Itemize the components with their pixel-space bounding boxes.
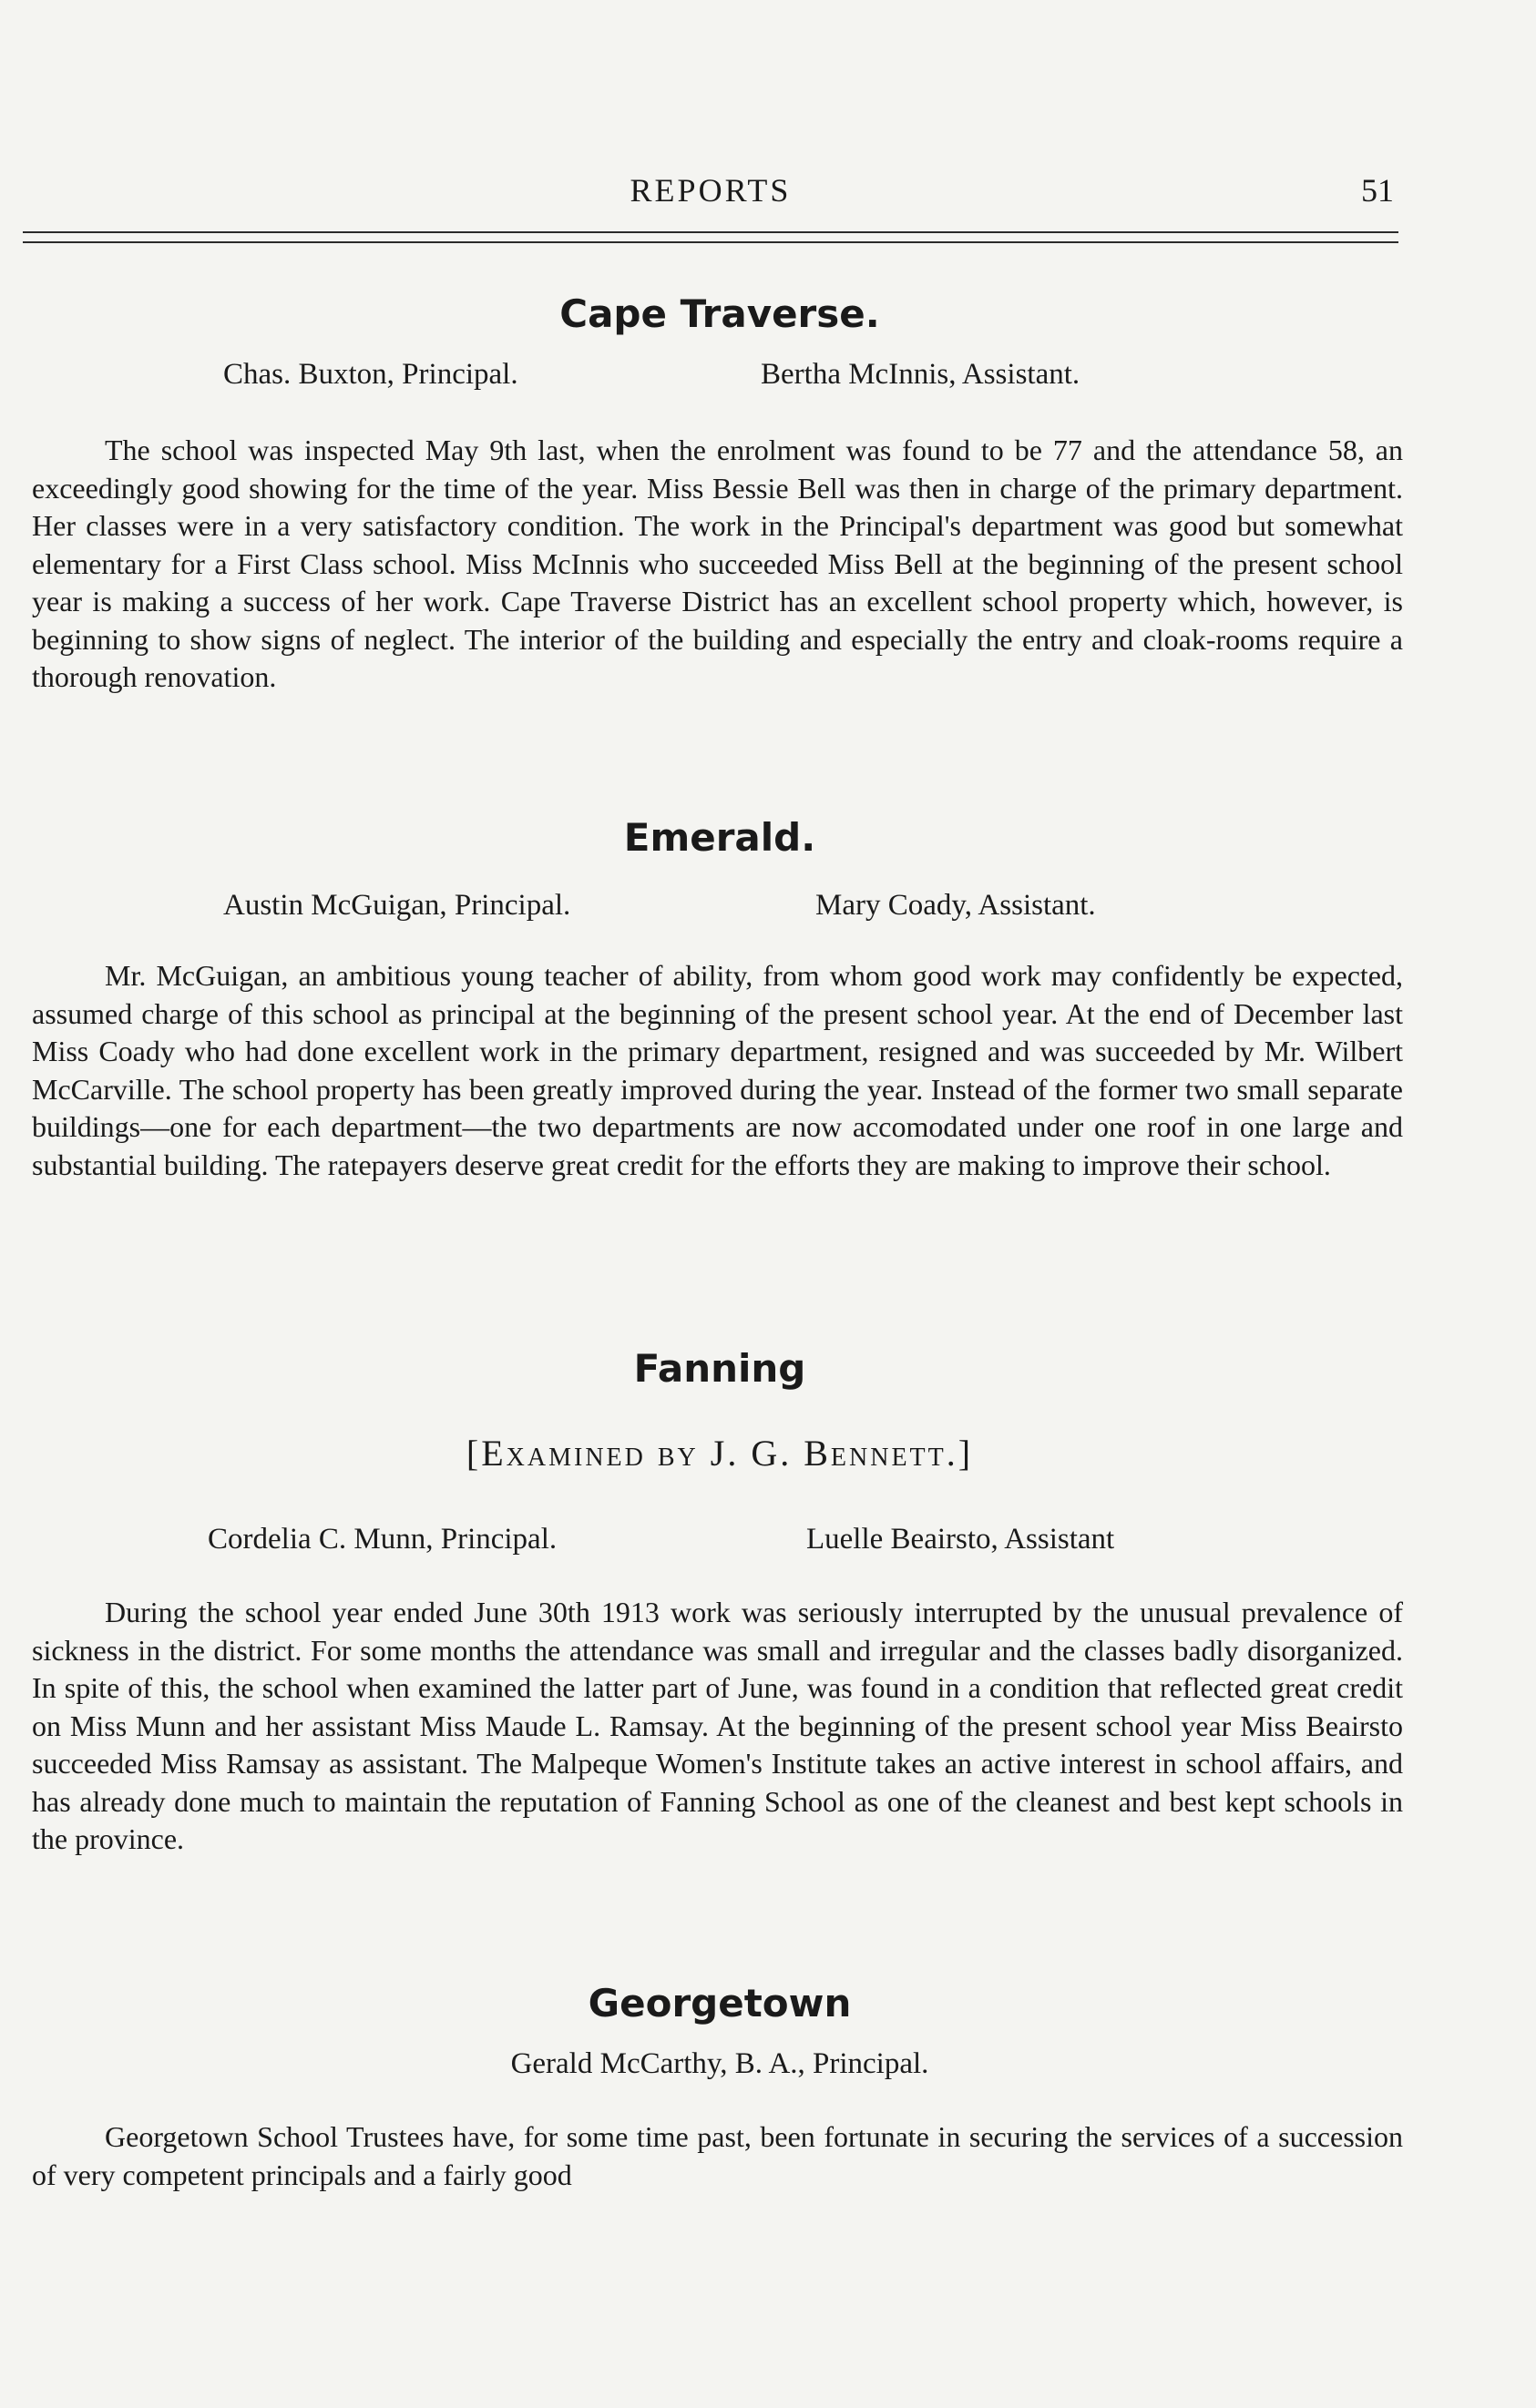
section-heading-georgetown: Georgetown (588, 1981, 852, 2025)
running-title: REPORTS (630, 172, 792, 209)
principal-name: Gerald McCarthy, B. A., Principal. (510, 2047, 929, 2080)
assistant-name: Mary Coady, Assistant. (815, 889, 1096, 922)
running-header (27, 171, 1394, 217)
principal-name: Cordelia C. Munn, Principal. (208, 1523, 558, 1556)
principal-name: Austin McGuigan, Principal. (223, 889, 571, 922)
section-heading-emerald: Emerald. (623, 815, 816, 860)
assistant-name: Bertha McInnis, Assistant. (761, 358, 1080, 391)
section-heading-cape-traverse: Cape Traverse. (559, 291, 880, 336)
section-paragraph: Mr. McGuigan, an ambitious young teacher of ability, from whom good work may confidently be expected, assumed charge of this school as principal at the beginning of the present school year. At the end of December last Miss Coady who had done excellent work in the primary department, resigned and was succeeded by Mr. Wilbert McCarville. The school property has been greatly improved during the year. Instead of the former two small separate buildings—one for each department—the two departments are now accomodated under one roof in one large and substantial building. The ratepayers deserve great credit for the efforts they are making to improve their school. (32, 959, 1403, 1181)
principal-name: Chas. Buxton, Principal. (223, 358, 518, 391)
section-paragraph: The school was inspected May 9th last, when the enrolment was found to be 77 and the attendance 58, an exceedingly good showing for the time of the year. Miss Bessie Bell was then in charge of the primary department. Her classes were in a very satisfactory condition. The work in the Principal's department was good but somewhat elementary for a First Class school. Miss McInnis who succeeded Miss Bell at the beginning of the present school year is making a success of her work. Cape Traverse District has an excellent school property which, however, is beginning to show signs of neglect. The interior of the building and especially the entry and cloak-rooms require a thorough renovation. (32, 434, 1403, 693)
section-paragraph: Georgetown School Trustees have, for some time past, been fortunate in securing the services of a succession of very competent principals and a fairly good (32, 2120, 1403, 2191)
section-paragraph: During the school year ended June 30th 1913 work was seriously interrupted by the unusual prevalence of sickness in the district. For some months the attendance was small and irregular and the classes badly disorganized. In spite of this, the school when examined the latter part of June, was found in a condition that reflected great credit on Miss Munn and her assistant Miss Maude L. Ramsay. At the beginning of the present school year Miss Beairsto succeeded Miss Ramsay as assistant. The Malpeque Women's Institute takes an active interest in school affairs, and has already done much to maintain the reputation of Fanning School as one of the cleanest and best kept schools in the province. (32, 1596, 1403, 1855)
section-heading-fanning: Fanning (633, 1346, 806, 1391)
assistant-name: Luelle Beairsto, Assistant (806, 1523, 1115, 1556)
header-double-rule (23, 231, 1398, 243)
page-number: 51 (1361, 172, 1394, 209)
examiner-note: [Examined by J. G. Bennett.] (466, 1433, 974, 1474)
